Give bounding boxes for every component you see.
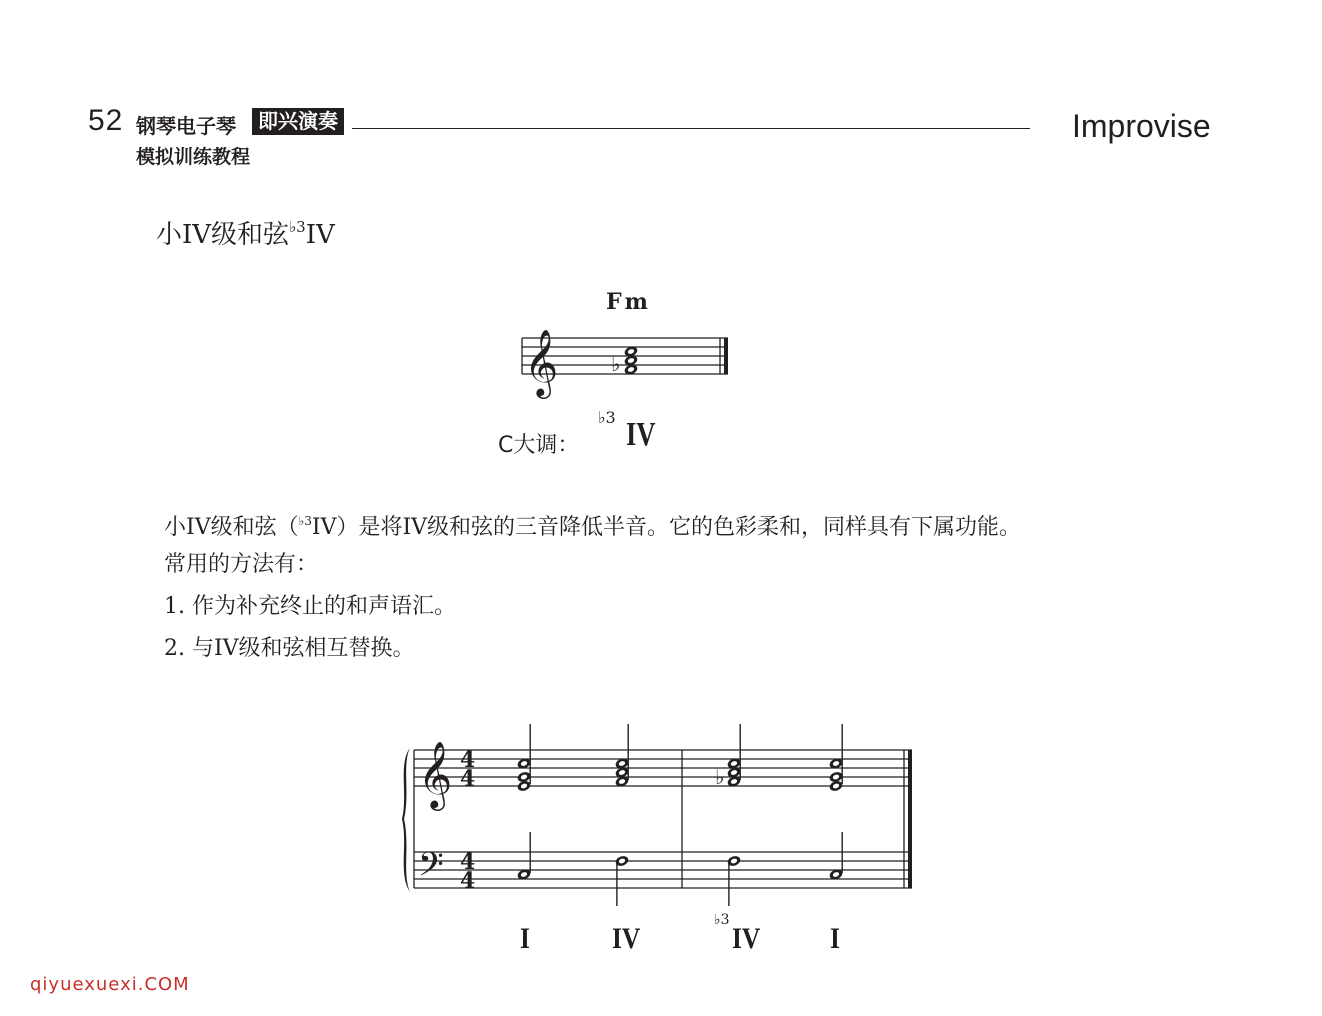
brace-icon bbox=[402, 748, 410, 892]
time-signature bbox=[460, 747, 475, 894]
body-line-1 bbox=[164, 506, 1021, 543]
body-line-1-b: IV）是将IV级和弦的三音降低半音。它的色彩柔和，同样具有下属功能。 bbox=[311, 515, 1022, 540]
staff-example-1 bbox=[518, 318, 734, 402]
section-title-flat: ♭3 bbox=[289, 218, 306, 236]
header-right-title: Improvise bbox=[1072, 108, 1211, 144]
flat-icon: ♭ bbox=[611, 352, 621, 376]
roman-numeral-4: I bbox=[830, 922, 840, 955]
flat-icon: ♭ bbox=[715, 765, 725, 789]
body-line-3: 1. 作为补充终止的和声语汇。 bbox=[164, 594, 456, 619]
body-line-2: 常用的方法有： bbox=[164, 552, 319, 577]
key-numeral-flat: ♭3 bbox=[598, 408, 616, 427]
svg-text:4: 4 bbox=[460, 766, 476, 792]
book-tag: 即兴演奏 bbox=[252, 108, 344, 135]
roman-numeral-1: I bbox=[520, 922, 530, 955]
svg-text:4: 4 bbox=[460, 868, 476, 894]
bass-clef-icon: 𝄢 bbox=[418, 846, 444, 892]
watermark: qiyuexuexi.COM bbox=[30, 974, 190, 995]
body-line-1-flat: ♭3 bbox=[298, 514, 312, 528]
bass-notes bbox=[516, 832, 843, 906]
body-line-4: 2. 与IV级和弦相互替换。 bbox=[164, 636, 415, 661]
chord-name: Fm bbox=[606, 289, 651, 315]
key-numeral: IV bbox=[626, 416, 656, 453]
treble-clef-icon: 𝄞 bbox=[524, 328, 559, 396]
book-subtitle: 模拟训练教程 bbox=[136, 146, 251, 168]
treble-chords bbox=[516, 724, 843, 793]
roman-numeral-3: IV bbox=[732, 922, 761, 955]
grand-staff bbox=[396, 716, 920, 906]
svg-text:4: 4 bbox=[460, 747, 476, 773]
page-number: 52 bbox=[88, 104, 124, 137]
roman-numeral-3-flat: ♭3 bbox=[714, 912, 730, 928]
roman-numeral-2: IV bbox=[612, 922, 641, 955]
body-line-1-a: 小IV级和弦（ bbox=[164, 515, 299, 540]
section-title bbox=[156, 214, 335, 251]
book-title: 钢琴电子琴 bbox=[136, 114, 236, 138]
header-rule bbox=[352, 128, 1030, 129]
section-title-suffix: IV bbox=[305, 220, 335, 250]
svg-text:4: 4 bbox=[460, 849, 476, 875]
key-label: C大调： bbox=[498, 433, 580, 458]
treble-clef-icon: 𝄞 bbox=[418, 740, 453, 808]
section-title-prefix: 小IV级和弦 bbox=[156, 220, 290, 250]
